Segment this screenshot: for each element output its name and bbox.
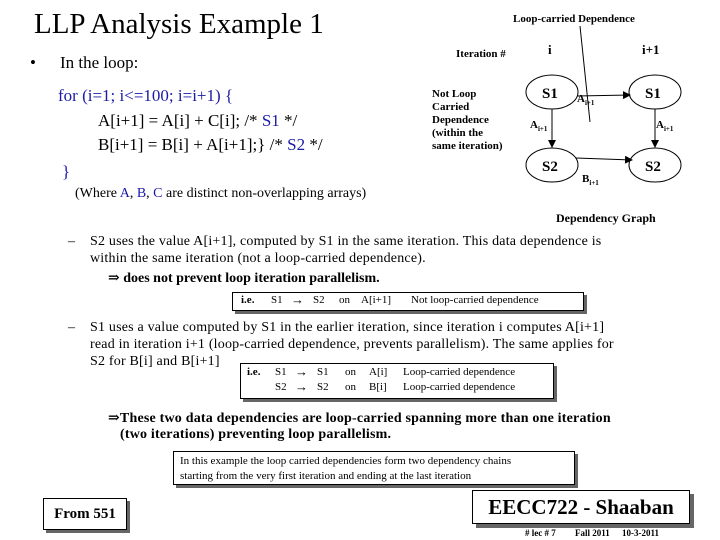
code-line-3-end: */ (305, 135, 323, 154)
conclusion-line-a: ⇒These two data dependencies are loop-carried spanning more than one iteration (108, 411, 611, 426)
node-s1-i-label: S1 (542, 86, 558, 102)
conclusion-line-b: (two iterations) preventing loop parallelism. (120, 427, 392, 442)
chain-note-line-b: starting from the very first iteration and ending at the last iteration (180, 470, 472, 482)
para1-line-a: S2 uses the value A[i+1], computed by S1 in the same iteration. This data dependence is (90, 234, 602, 249)
ie1-desc: Not loop-carried dependence (411, 294, 539, 306)
ie1-ie: i.e. (241, 294, 255, 306)
code-close-brace: } (62, 162, 71, 181)
iteration-label: Iteration # (456, 48, 506, 60)
footer-lec: # lec # 7 (525, 528, 556, 538)
ie2-r1-to: S1 (317, 366, 329, 378)
ie2-r1-arrow-icon: → (295, 364, 308, 379)
ie1-what: A[i+1] (361, 294, 392, 306)
ie2-r1-what: A[i] (369, 366, 388, 378)
col-i-label: i (548, 42, 552, 57)
para2-line-a: S1 uses a value computed by S1 in the earlier iteration, since iteration i computes A[i+1] (90, 320, 605, 335)
para1-dash: – (68, 234, 76, 249)
ie2-r2-desc: Loop-carried dependence (403, 381, 516, 393)
note-line: Dependence (432, 114, 489, 126)
array-a: A (119, 186, 130, 201)
s1-label: S1 (261, 111, 280, 130)
graph-heading: Loop-carried Dependence (513, 13, 635, 25)
where-comma-1: , (129, 186, 137, 201)
para2-line-b: read in iteration i+1 (loop-carried dependence, prevents parallelism). The same applies for (90, 337, 614, 352)
code-line-1: for (i=1; i<=100; i=i+1) { (58, 86, 234, 105)
note-line: (within the (432, 127, 484, 139)
heading-pointer-line (580, 26, 590, 122)
para2-dash: – (68, 320, 76, 335)
ie2-r2-what: B[i] (369, 381, 387, 393)
edge-s2-s2 (576, 158, 632, 160)
chain-note-line-a: In this example the loop carried dependencies form two dependency chains (180, 455, 512, 467)
from-551-box: From 551 (43, 498, 127, 530)
node-s2-i1-label: S2 (645, 159, 661, 175)
note-line: same iteration) (432, 140, 503, 152)
ie1-arrow-icon: → (291, 292, 304, 307)
ie2-r1-on: on (345, 366, 356, 378)
bullet-text: In the loop: (60, 53, 139, 72)
edge-label-top: $A_{i+1}$ (577, 93, 595, 107)
edge-label-ai1-right: $A_{i+1}$ (656, 119, 674, 133)
chain-note-box (173, 451, 575, 485)
graph-caption: Dependency Graph (556, 211, 656, 225)
ie-box-2 (240, 363, 554, 399)
ie2-r2-to: S2 (317, 381, 329, 393)
ie2-ie: i.e. (247, 366, 261, 378)
array-b: B (136, 186, 147, 201)
code-line-2-text: A[i+1] = A[i] + C[i]; /* (98, 111, 262, 130)
ie1-on: on (339, 294, 350, 306)
dependency-graph (0, 0, 720, 230)
note-line: Carried (432, 101, 470, 113)
s2-label: S2 (287, 135, 306, 154)
ie2-r1-desc: Loop-carried dependence (403, 366, 516, 378)
edge-label-bi1: $B_{i+1}$ (582, 173, 599, 187)
ie1-to: S2 (313, 294, 325, 306)
array-c: C (153, 186, 163, 201)
ie2-r2-from: S2 (275, 381, 287, 393)
para1-line-c: ⇒ does not prevent loop iteration parallelism. (108, 271, 380, 286)
code-line-3-text: B[i+1] = B[i] + A[i+1];} /* (98, 135, 288, 154)
para2-line-c: S2 for B[i] and B[i+1] (90, 354, 220, 369)
col-i1-label: i+1 (642, 42, 660, 57)
where-comma-2: , (146, 186, 154, 201)
course-box: EECC722 - Shaaban (472, 490, 690, 524)
slide-title: LLP Analysis Example 1 (34, 8, 324, 40)
node-s2-i-label: S2 (542, 159, 558, 175)
para1-line-b: within the same iteration (not a loop-carried dependence). (90, 251, 426, 266)
ie-box-1 (232, 292, 584, 311)
footer-term: Fall 2011 (575, 528, 610, 538)
footer-date: 10-3-2011 (622, 528, 659, 538)
code-line-2-end: */ (279, 111, 298, 130)
ie1-from: S1 (271, 294, 283, 306)
ie2-r1-from: S1 (275, 366, 287, 378)
ie2-r2-on: on (345, 381, 356, 393)
bullet-icon: • (30, 53, 36, 72)
where-pre: (Where (75, 186, 120, 201)
note-line: Not Loop (432, 88, 477, 100)
edge-label-ai1: $A_{i+1}$ (530, 119, 548, 133)
node-s1-i1-label: S1 (645, 86, 661, 102)
where-post: are distinct non-overlapping arrays) (162, 186, 367, 201)
ie2-r2-arrow-icon: → (295, 379, 308, 394)
